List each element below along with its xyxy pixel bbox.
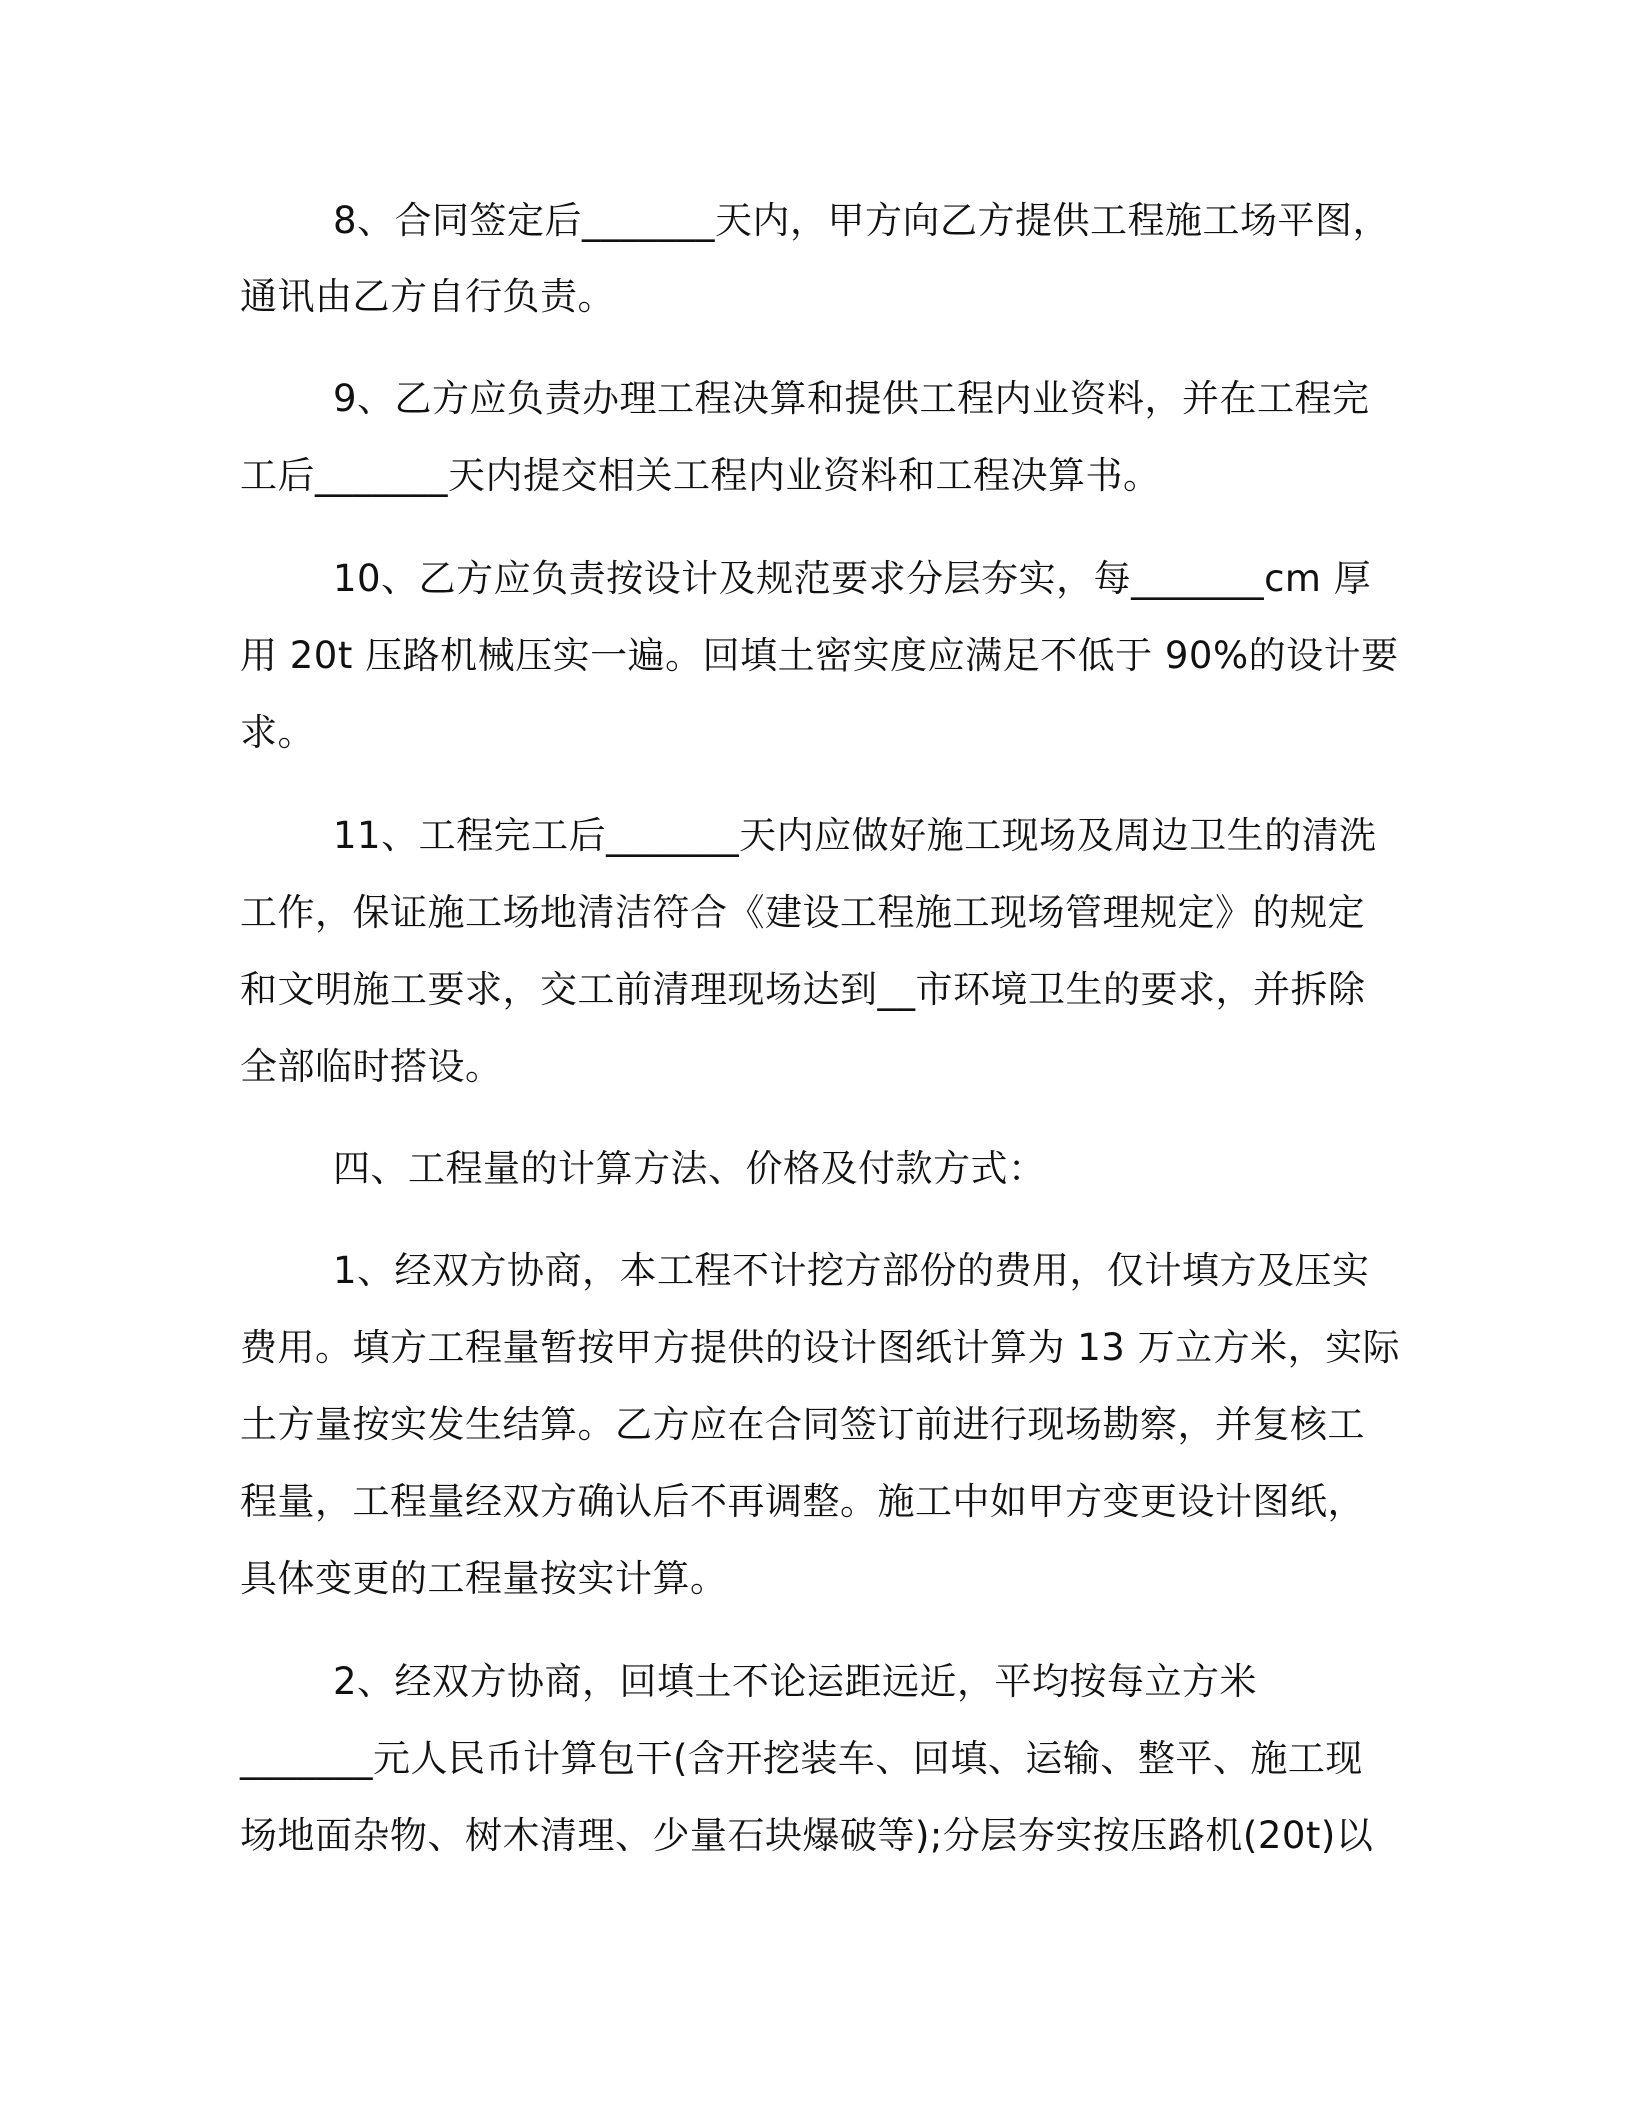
- paragraph-9-line-1: 9、乙方应负责办理工程决算和提供工程内业资料，并在工程完: [333, 377, 1370, 420]
- paragraph-8-line-1: 8、合同签定后_______天内，甲方向乙方提供工程施工场平图，: [333, 199, 1391, 242]
- paragraph-10-line-1: 10、乙方应负责按设计及规范要求分层夯实，每_______cm 厚: [333, 557, 1372, 600]
- paragraph-10-line-3: 求。: [240, 711, 315, 754]
- paragraph-11-line-2: 工作，保证施工场地清洁符合《建设工程施工现场管理规定》的规定: [240, 891, 1365, 934]
- paragraph-11-line-1: 11、工程完工后_______天内应做好施工现场及周边卫生的清洗: [333, 814, 1377, 857]
- paragraph-1-line-5: 具体变更的工程量按实计算。: [240, 1557, 728, 1600]
- paragraph-2-line-3: 场地面杂物、树木清理、少量石块爆破等);分层夯实按压路机(20t)以: [240, 1814, 1374, 1857]
- paragraph-1-line-1: 1、经双方协商，本工程不计挖方部份的费用，仅计填方及压实: [333, 1249, 1370, 1292]
- paragraph-2-line-2: _______元人民币计算包干(含开挖装车、回填、运输、整平、施工现: [240, 1737, 1363, 1780]
- paragraph-1-line-4: 程量，工程量经双方确认后不再调整。施工中如甲方变更设计图纸，: [240, 1480, 1365, 1523]
- paragraph-11-line-4: 全部临时搭设。: [240, 1045, 503, 1088]
- paragraph-9-line-2: 工后_______天内提交相关工程内业资料和工程决算书。: [240, 454, 1161, 497]
- paragraph-1-line-3: 土方量按实发生结算。乙方应在合同签订前进行现场勘察，并复核工: [240, 1403, 1365, 1446]
- paragraph-11-line-3: 和文明施工要求，交工前清理现场达到__市环境卫生的要求，并拆除: [240, 968, 1366, 1011]
- paragraph-2-line-1: 2、经双方协商，回填土不论运距远近，平均按每立方米: [333, 1660, 1258, 1703]
- paragraph-1-line-2: 费用。填方工程量暂按甲方提供的设计图纸计算为 13 万立方米，实际: [240, 1326, 1401, 1369]
- section-heading: 四、工程量的计算方法、价格及付款方式：: [333, 1147, 1046, 1190]
- paragraph-8-line-2: 通讯由乙方自行负责。: [240, 275, 615, 318]
- paragraph-10-line-2: 用 20t 压路机械压实一遍。回填土密实度应满足不低于 90%的设计要: [240, 634, 1399, 677]
